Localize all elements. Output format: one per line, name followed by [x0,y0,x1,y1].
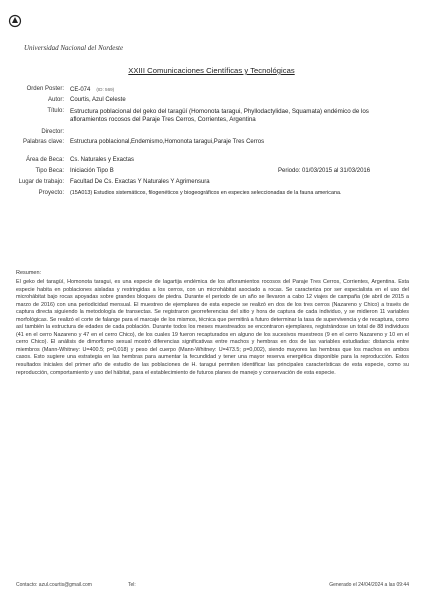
resumen-label: Resumen: [16,270,42,276]
generated-date: Generado el 24/04/2024 a las 09:44 [329,582,409,588]
page-title: XXIII Comunicaciones Científicas y Tecnológicas [128,66,295,75]
resumen-text: El geko del taragüí, Homonota taragui, es una especie de lagartija endémica de los afloramientos rocosos del Paraje Tres Cerros, Corrientes, Argentina. Esta especie habita en poblaciones aisladas y restringidas a los cerros, con un microhábitat asociado a rocas. Se caracteriza por ser especialista en el uso del microhábitat bajo rocas apoyadas sobre grandes bloques de piedra. Durante el periodo de un año se llevaron a cabo 12 viajes de campaña (de abril de 2015 a marzo de 2016) con una periodicidad mensual. El muestreo de ejemplares de esta especie se realizó en dos de los tres cerros (Nazareno y Chico) a través de captura directa siguiendo la metodología de transectas. Se registraron georreferencias del sitio y hora de captura de cada individuo, y se midieron 11 variables morfológicas. Se realizó el corte de falange para el marcaje de los mismos, técnica que permitirá a futuro determinar la tasa de supervivencia y de recaptura, como así también la estructura de edades de cada población. Durante todos los meses muestreados se encontraron ejemplares, registrándose un total de 88 individuos (41 en el cerro Nazareno y 47 en el cerro Chico), de los cuales 19 fueron recapturados en alguno de los sucesivos muestreos (9 en el cerro Nazareno y 10 en el cerro Chico). El análisis de dimorfismo sexual mostró diferencias significativas entre machos y hembras en dos de las variables estudiadas: distancia entre miembros (Mann-Whitney: U=400.5; p=0,018) y peso del cuerpo (Mann-Whitney: U=473.5; p=0,002), siendo mayores las hembras que los machos en ambos casos. Esto sugiere una estrategia en las hembras para aumentar la fecundidad y tener una mayor reserva energética disponible para la reproducción. Estos resultados iniciales del primer año de estudio de las poblaciones de H. taragui permiten identificar las principales características de esta especie, como su reproducción, comportamiento y uso del hábitat, para el establecimiento de futuros planes de manejo y conservación de esta especie. [16,279,409,376]
university-crest-icon [8,14,22,28]
tipo-label: Tipo Beca: [35,168,64,174]
director-label: Director: [41,129,64,135]
orden-label: Orden Poster: [26,86,64,92]
autor-label: Autor: [47,97,64,103]
proyecto-label: Proyecto: [38,190,64,196]
periodo: Periodo: 01/03/2015 al 31/03/2016 [278,168,371,174]
area-value: Cs. Naturales y Exactas [70,157,135,163]
orden-value: CE-074 [70,87,91,93]
titulo-label: Título: [47,108,64,114]
orden-value-wrap [70,86,405,94]
university-name: Universidad Nacional del Nordeste [24,44,124,52]
university-logo [8,14,124,54]
titulo-value: Estructura poblacional del geko del taragüí (Homonota taragui, Phyllodactylidae, Squamata) endémico de los afloramientos rocosos del Paraje Tres Cerros, Corrientes, Argentina [70,108,369,123]
autor-value: Courtis, Azul Celeste [70,97,126,103]
tel-info: Tel: [128,582,136,588]
orden-id: (ID: 569) [96,87,115,92]
proyecto-value: (15A013) Estudios sistemáticos, filogenéticos y biogeográficos en especies seleccionadas de la fauna americana. [70,190,342,196]
palabras-label: Palabras clave: [22,139,64,145]
area-label: Área de Beca: [25,157,64,163]
tipo-value: Iniciación Tipo B [70,168,114,174]
lugar-label: Lugar de trabajo: [18,179,64,185]
palabras-value: Estructura poblacional,Endemismo,Homonota taragui,Paraje Tres Cerros [70,139,265,145]
contact-info: Contacto: azul.courtis@gmail.com [16,582,92,588]
lugar-value: Facultad De Cs. Exactas Y Naturales Y Agrimensura [70,179,210,185]
